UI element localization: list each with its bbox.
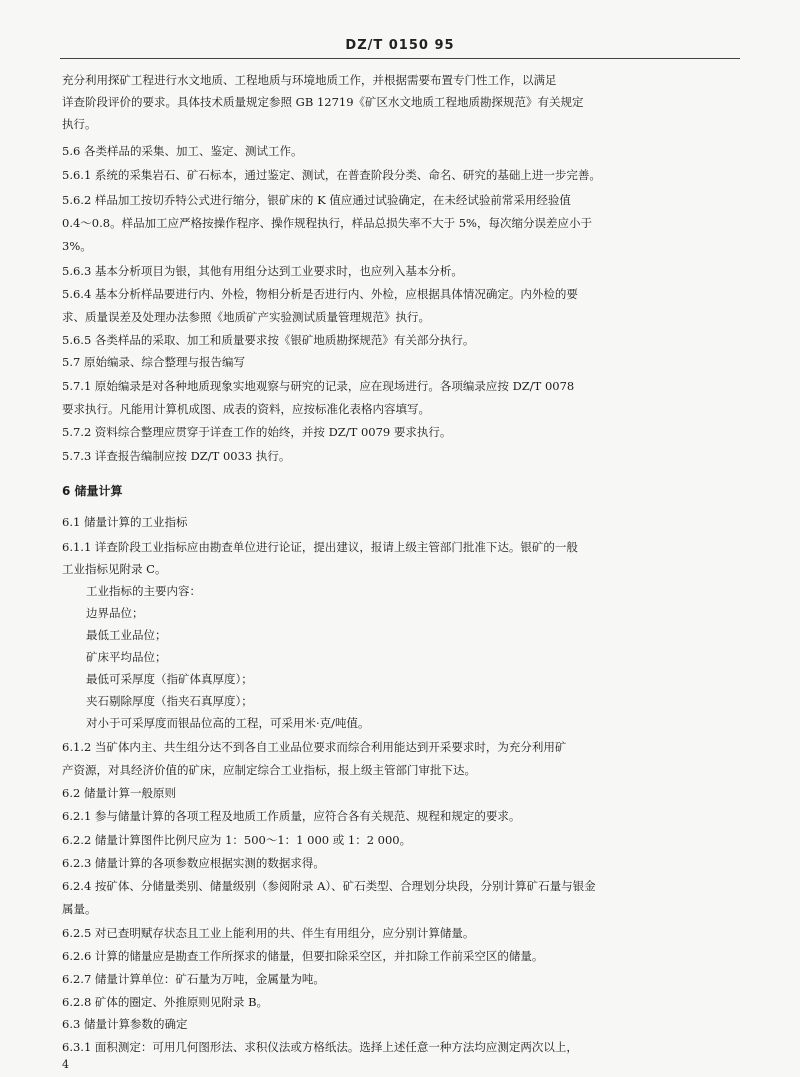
body-line: 6.1.1 详查阶段工业指标应由勘查单位进行论证，提出建议，报请上级主管部门批准下达。银矿的一般 [62,540,578,554]
body-line: 详查阶段评价的要求。具体技术质量规定参照 GB 12719《矿区水文地质工程地质勘探规范》有关规定 [62,95,584,109]
body-line: 0.4～0.8。样品加工应严格按操作程序、操作规程执行，样品总损失率不大于 5%，每次缩分误差应小于 [62,216,592,230]
body-line: 6.3.1 面积测定：可用几何图形法、求积仪法或方格纸法。选择上述任意一种方法均应测定两次以上， [62,1040,578,1054]
section-heading: 5.6 各类样品的采集、加工、鉴定、测试工作。 [62,144,303,158]
list-item: 对小于可采厚度而银品位高的工程，可采用米·克/吨值。 [86,716,370,730]
body-line: 要求执行。凡能用计算机成图、成表的资料，应按标准化表格内容填写。 [62,402,430,416]
body-line: 6.2.5 对已查明赋存状态且工业上能利用的共、伴生有用组分，应分别计算储量。 [62,926,475,940]
body-line: 求、质量误差及处理办法参照《地质矿产实验测试质量管理规范》执行。 [62,310,430,324]
section-heading: 5.7 原始编录、综合整理与报告编写 [62,355,245,369]
body-line: 6.2.4 按矿体、分储量类别、储量级别（参阅附录 A）、矿石类型、合理划分块段，分别计算矿石量与银金 [62,879,596,893]
section-heading: 6.1 储量计算的工业指标 [62,515,188,529]
body-line: 6.2.2 储量计算图件比例尺应为 1：500～1：1 000 或 1：2 000。 [62,833,412,847]
list-item: 工业指标的主要内容： [86,584,201,598]
body-line: 6.2.6 计算的储量应是勘查工作所探求的储量，但要扣除采空区，并扣除工作前采空区的储量。 [62,949,544,963]
body-line: 5.6.1 系统的采集岩石、矿石标本，通过鉴定、测试，在普查阶段分类、命名、研究的基础上进一步完善。 [62,168,601,182]
page-header-standard-code: DZ/T 0150 95 [345,38,455,53]
list-item: 最低可采厚度（指矿体真厚度）； [86,672,253,686]
body-line: 充分利用探矿工程进行水文地质、工程地质与环境地质工作，并根据需要布置专门性工作，以满足 [62,73,557,87]
body-line: 5.6.3 基本分析项目为银，其他有用组分达到工业要求时，也应列入基本分析。 [62,264,463,278]
body-line: 3%。 [62,239,92,253]
body-line: 5.7.2 资料综合整理应贯穿于详查工作的始终，并按 DZ/T 0079 要求执行。 [62,425,452,439]
body-line: 属量。 [62,902,97,916]
body-line: 5.6.4 基本分析样品要进行内、外检，物相分析是否进行内、外检，应根据具体情况确定。内外检的要 [62,287,578,301]
body-line: 6.1.2 当矿体内主、共生组分达不到各自工业品位要求而综合利用能达到开采要求时，为充分利用矿 [62,740,567,754]
body-line: 6.2.7 储量计算单位：矿石量为万吨，金属量为吨。 [62,972,325,986]
body-line: 工业指标见附录 C。 [62,562,167,576]
list-item: 边界品位； [86,606,144,620]
body-line: 6.2.1 参与储量计算的各项工程及地质工作质量，应符合各有关规范、规程和规定的要求。 [62,809,521,823]
body-line: 产资源，对具经济价值的矿床，应制定综合工业指标，报上级主管部门审批下达。 [62,763,476,777]
body-line: 5.7.3 详查报告编制应按 DZ/T 0033 执行。 [62,449,291,463]
body-line: 6.2.3 储量计算的各项参数应根据实测的数据求得。 [62,856,325,870]
list-item: 夹石剔除厚度（指夹石真厚度）； [86,694,253,708]
page-number: 4 [62,1058,69,1071]
header-rule [60,58,740,59]
body-line: 5.6.5 各类样品的采取、加工和质量要求按《银矿地质勘探规范》有关部分执行。 [62,333,475,347]
body-line: 5.6.2 样品加工按切乔特公式进行缩分，银矿床的 K 值应通过试验确定，在未经试验前常采用经验值 [62,193,571,207]
list-item: 矿床平均品位； [86,650,167,664]
list-item: 最低工业品位； [86,628,167,642]
body-line: 执行。 [62,117,97,131]
chapter-heading: 6 储量计算 [62,484,123,498]
body-line: 6.2.8 矿体的圈定、外推原则见附录 B。 [62,995,269,1009]
section-heading: 6.3 储量计算参数的确定 [62,1017,188,1031]
section-heading: 6.2 储量计算一般原则 [62,786,176,800]
body-line: 5.7.1 原始编录是对各种地质现象实地观察与研究的记录，应在现场进行。各项编录应按 DZ/T 0078 [62,379,575,393]
